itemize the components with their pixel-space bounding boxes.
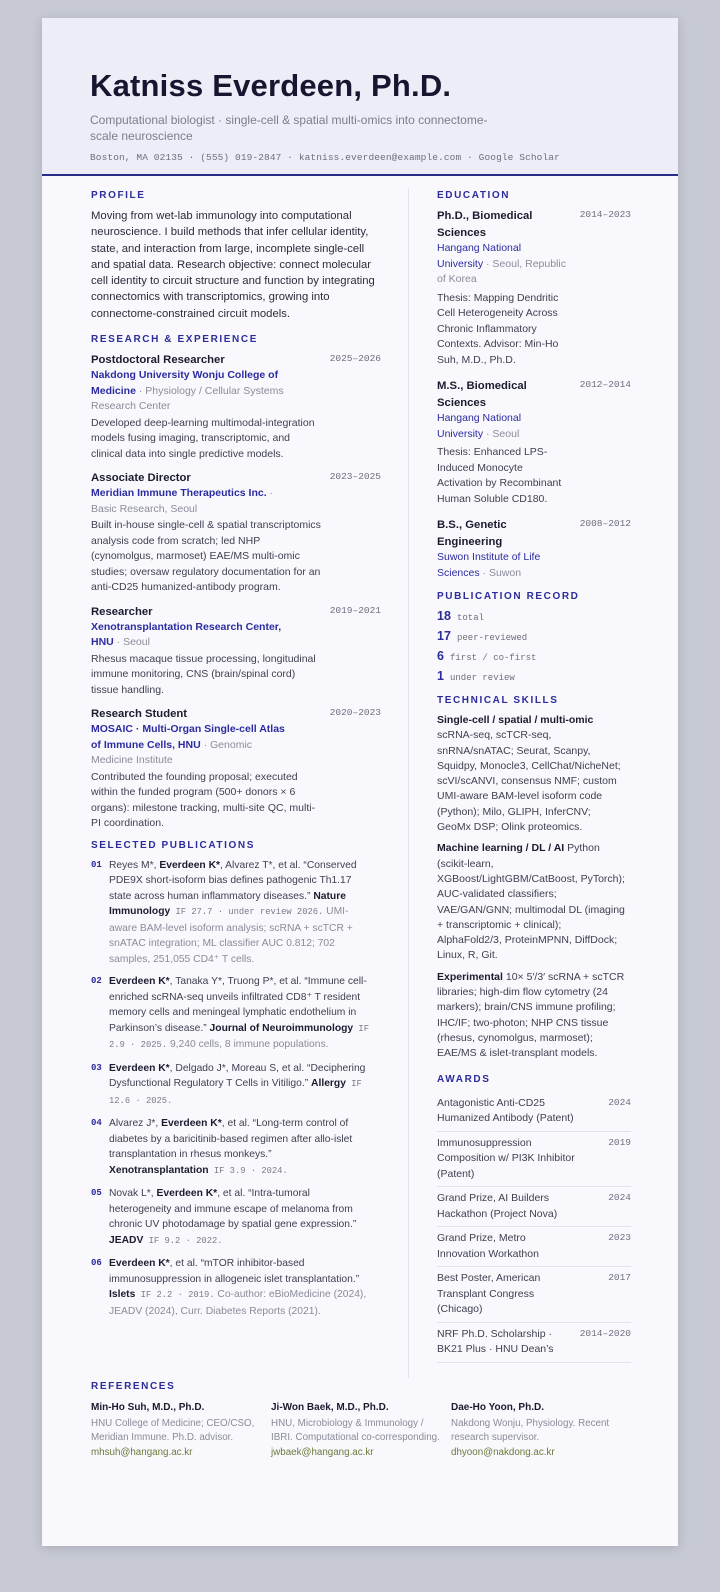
award-name: NRF Ph.D. Scholarship · BK21 Plus · HNU Dean’s	[437, 1327, 554, 1356]
publication-item	[91, 1186, 381, 1249]
job-years: 2023–2025	[329, 471, 381, 483]
publication-journal: Allergy	[311, 1078, 346, 1090]
publication-number: 02	[91, 976, 102, 987]
publication-meta: IF 27.7 · under review 2026.	[170, 907, 324, 918]
publication-item	[91, 1116, 381, 1179]
publication-meta: IF 2.9 · 2025.	[109, 1023, 369, 1051]
job-title: Researcher	[91, 605, 153, 618]
resume-page	[42, 18, 678, 1546]
skill-text: 10× 5′/3′ scRNA + scTCR libraries; high-dim flow cytometry (24 markers); brain/CNS immune profiling; IHC/IF; two-photon; NHP CNS tissue (rhesus, cynomolgus, marmoset); EAE/MS & islet-transplant models.	[437, 970, 625, 1060]
education-list	[437, 208, 631, 581]
publication-citation	[109, 858, 371, 968]
publication-number: 06	[91, 1258, 102, 1269]
tagline: Computational biologist · single-cell & spatial multi-omics into connectome-scale neuroscience	[90, 113, 488, 143]
school-name: Hangang National University	[437, 412, 522, 440]
section-title-publication-record: PUBLICATION RECORD	[437, 591, 580, 602]
reference-email[interactable]: dhyoon@nakdong.ac.kr	[451, 1446, 555, 1458]
award-year: 2023	[608, 1232, 631, 1244]
publication-stat	[437, 649, 631, 663]
job-title: Research Student	[91, 708, 188, 721]
stat-number: 6	[437, 649, 444, 663]
reference-email[interactable]: jwbaek@hangang.ac.kr	[271, 1446, 374, 1458]
publication-authors-title: , et al. “mTOR inhibitor-based immunosuppression in allogeneic islet transplantation.”	[109, 1258, 360, 1285]
education-years: 2008–2012	[579, 518, 631, 529]
organization-name: Meridian Immune Therapeutics Inc.	[91, 487, 267, 500]
section-title-references: REFERENCES	[91, 1381, 176, 1392]
publication-note: 9,240 cells, 8 immune populations.	[167, 1039, 329, 1051]
resume-header	[42, 18, 678, 176]
publication-journal: Nature Immunology	[109, 890, 346, 918]
publication-author-self: Everdeen K*	[109, 976, 170, 988]
job-description: Built in-house single-cell & spatial transcriptomics analysis code from scratch; led NHP (cynomolgus, marmoset) EAE/MS multi-omic studies; oversaw regulatory documentation for an anti-CD25 humanized-antibody program.	[91, 519, 321, 594]
section-title-profile: PROFILE	[91, 190, 146, 201]
publication-list	[91, 858, 381, 1320]
school	[437, 550, 567, 581]
education-entry	[437, 378, 631, 507]
stat-label: first / co-first	[450, 653, 537, 663]
reference-name: Ji-Won Baek, M.D., Ph.D.	[271, 1402, 389, 1413]
education-years: 2014–2023	[579, 209, 631, 220]
reference-affiliation: HNU College of Medicine; CEO/CSO, Meridian Immune. Ph.D. advisor.	[91, 1418, 255, 1444]
award-year: 2019	[608, 1136, 631, 1148]
experience-entry	[91, 470, 381, 596]
publication-authors-before: Reyes M*,	[109, 859, 160, 871]
publication-item	[91, 1256, 381, 1319]
publication-authors-before: Novak L*,	[109, 1188, 157, 1200]
publication-stat	[437, 629, 631, 643]
publication-note: UMI-aware BAM-level isoform analysis; scRNA + scTCR + snATAC integration; ML classifier AUC 0.812; 702 samples, 251,055 CD4⁺ T cells.	[109, 906, 353, 965]
section-title-education: EDUCATION	[437, 190, 511, 201]
skill-heading: Experimental	[437, 970, 503, 983]
references-section	[91, 1381, 631, 1460]
school-location: · Suwon	[479, 566, 522, 579]
degree: Ph.D., Biomedical Sciences	[437, 210, 533, 239]
publication-authors-title: , Delgado J*, Moreau S, et al. “Deciphering Dysfunctional Regulatory T Cells in Vitiligo.”	[109, 1062, 366, 1090]
job-title: Associate Director	[91, 472, 191, 485]
publication-journal: Islets	[109, 1289, 136, 1301]
organization-detail: · Physiology / Cellular Systems Research Center	[91, 384, 284, 413]
profile-text: Moving from wet-lab immunology into computational neuroscience. I build methods that infer cellular identity, state, and interaction from large, incomplete single-cell and spatial data. Research objective: connect molecular cell identity to circuit structure and function by integrating connectomics with transcriptomics, growing into connectome-constrained circuit models.	[91, 210, 375, 320]
publication-journal: JEADV	[109, 1234, 144, 1246]
section-title-publications: SELECTED PUBLICATIONS	[91, 839, 255, 851]
candidate-name: Katniss Everdeen, Ph.D.	[90, 68, 452, 103]
job-organization	[91, 486, 291, 517]
publication-meta: IF 9.2 · 2022.	[143, 1235, 223, 1246]
publication-journal: Journal of Neuroimmunology	[209, 1022, 354, 1034]
reference-name: Min-Ho Suh, M.D., Ph.D.	[91, 1402, 205, 1413]
reference-affiliation: HNU, Microbiology & Immunology / IBRI. Computational co-corresponding.	[271, 1418, 440, 1444]
reference	[451, 1401, 631, 1460]
award-name: Grand Prize, AI Builders Hackathon (Project Nova)	[437, 1192, 558, 1220]
award-name: Antagonistic Anti-CD25 Humanized Antibody (Patent)	[437, 1096, 574, 1125]
right-column	[437, 190, 631, 1363]
skill-group	[437, 970, 625, 1062]
publication-author-self: Everdeen K*	[109, 1258, 170, 1270]
stat-label: total	[457, 613, 485, 623]
degree: M.S., Biomedical Sciences	[437, 380, 527, 409]
skills-list	[437, 713, 631, 1062]
stat-label: peer-reviewed	[457, 633, 528, 643]
publication-authors-title: , et al. “Intra-tumoral heterogeneity and immune escape of melanoma from chronic UV photodamage by spatial gene expression.”	[109, 1188, 357, 1231]
award-name: Best Poster, American Transplant Congress (Chicago)	[437, 1272, 541, 1316]
publication-item	[91, 1061, 381, 1110]
skill-heading: Machine learning / DL / AI	[437, 842, 565, 855]
organization-detail: · Seoul	[113, 636, 150, 649]
organization-detail: · Basic Research, Seoul	[91, 487, 274, 515]
publication-meta: IF 3.9 · 2024.	[208, 1165, 288, 1176]
job-organization	[91, 368, 291, 415]
job-years: 2025–2026	[329, 353, 381, 365]
reference	[271, 1401, 451, 1460]
job-years: 2020–2023	[329, 707, 381, 719]
award-item	[437, 1132, 631, 1188]
thesis: Thesis: Enhanced LPS-Induced Monocyte Activation by Recombinant Human Soluble CD180.	[437, 446, 562, 505]
publication-citation	[109, 1061, 371, 1110]
section-title-experience: RESEARCH & EXPERIENCE	[91, 334, 258, 346]
job-description: Contributed the founding proposal; executed within the funded program (500+ donors × 6 organs): milestone tracking, multi-site QC, multi-PI coordination.	[91, 770, 316, 830]
publication-number: 05	[91, 1188, 102, 1199]
experience-entry	[91, 352, 381, 462]
column-divider	[408, 188, 409, 1378]
publication-citation	[109, 1256, 371, 1319]
awards-list	[437, 1092, 631, 1363]
publication-citation	[109, 1186, 371, 1249]
skill-text: scRNA-seq, scTCR-seq, snRNA/snATAC; Seurat, Scanpy, Squidpy, Monocle3, CellChat/NicheNet; scVI/scANVI, consensus NMF; custom UMI-aware BAM-level isoform code (Python); Milo, GLIPH, InferCNV; GeoMx DSP; Olink proteomics.	[437, 729, 621, 834]
publication-authors-title: , et al. “Long-term control of diabetes by a baricitinib-based regimen after allo-islet transplantation in rhesus monkeys.”	[109, 1118, 353, 1161]
reference-name: Dae-Ho Yoon, Ph.D.	[451, 1402, 544, 1413]
publication-author-self: Everdeen K*	[159, 859, 221, 871]
education-entry	[437, 208, 631, 368]
organization-name: Xenotransplantation Research Center, HNU	[91, 620, 282, 649]
publication-authors-title: , Alvarez T*, et al. “Conserved PDE9X short-isoform bias defines pathogenic Th1.17 state across human inflammatory diseases.”	[109, 859, 357, 902]
stat-number: 1	[437, 669, 444, 683]
award-year: 2017	[608, 1272, 631, 1284]
publication-citation	[109, 1116, 371, 1179]
job-organization	[91, 620, 291, 651]
publication-note: Co-author: eBioMedicine (2024), JEADV (2024), Curr. Diabetes Reports (2021).	[109, 1289, 367, 1317]
school	[437, 241, 567, 288]
left-column	[91, 190, 381, 1326]
publication-stat	[437, 669, 631, 683]
skill-group	[437, 841, 625, 963]
publication-stats	[437, 609, 631, 683]
skill-heading: Single-cell / spatial / multi-omic	[437, 714, 594, 726]
publication-author-self: Everdeen K*	[156, 1188, 218, 1200]
award-item	[437, 1227, 631, 1267]
publication-stat	[437, 609, 631, 623]
reference-affiliation: Nakdong Wonju, Physiology. Recent research supervisor.	[451, 1418, 610, 1444]
publication-journal: Xenotransplantation	[109, 1164, 209, 1176]
stat-label: under review	[450, 673, 515, 683]
award-name: Grand Prize, Metro Innovation Workathon	[437, 1232, 539, 1260]
section-title-awards: AWARDS	[437, 1073, 491, 1085]
experience-list	[91, 352, 381, 832]
job-description: Developed deep-learning multimodal-integration models fusing imaging, transcriptomic, and clinical data into single predictive models.	[91, 416, 315, 460]
stat-number: 17	[437, 629, 451, 643]
publication-number: 04	[91, 1118, 102, 1129]
publication-meta: IF 12.6 · 2025.	[109, 1079, 362, 1106]
degree: B.S., Genetic Engineering	[437, 519, 507, 548]
reference-email[interactable]: mhsuh@hangang.ac.kr	[91, 1446, 193, 1458]
award-name: Immunosuppression Composition w/ PI3K Inhibitor (Patent)	[437, 1136, 575, 1180]
publication-author-self: Everdeen K*	[161, 1118, 222, 1130]
reference	[91, 1401, 271, 1460]
organization-name: MOSAIC · Multi-Organ Single-cell Atlas of Immune Cells, HNU	[91, 723, 285, 751]
school-name: Hangang National University	[437, 242, 522, 270]
experience-entry	[91, 706, 381, 832]
section-title-skills: TECHNICAL SKILLS	[437, 695, 559, 706]
publication-number: 03	[91, 1062, 102, 1073]
award-item	[437, 1092, 631, 1132]
publication-citation	[109, 974, 371, 1054]
school-location: · Seoul	[483, 427, 520, 440]
school-location: · Seoul, Republic of Korea	[437, 257, 566, 285]
award-item	[437, 1267, 631, 1323]
award-year: 2014–2020	[579, 1327, 631, 1339]
award-item	[437, 1323, 631, 1363]
publication-number: 01	[91, 859, 102, 870]
organization-detail: · Genomic Medicine Institute	[91, 738, 253, 767]
thesis: Thesis: Mapping Dendritic Cell Heterogeneity Across Chronic Inflammatory Contexts. Advisor: Min-Ho Suh, M.D., Ph.D.	[437, 291, 559, 366]
education-entry	[437, 517, 631, 581]
school	[437, 411, 567, 442]
organization-name: Nakdong University Wonju College of Medicine	[91, 369, 279, 397]
publication-author-self: Everdeen K*	[109, 1062, 170, 1074]
skill-text: Python (scikit-learn, XGBoost/LightGBM/CatBoost, PyTorch); AUC-validated classifiers; VAE/GAN/GNN; multimodal DL (imaging + transcriptomic + clinical); AlphaFold2/3, ProteinMPNN, DiffDock; Linux, R, Git.	[437, 842, 625, 962]
publication-item	[91, 974, 381, 1054]
school-name: Suwon Institute of Life Sciences	[437, 551, 541, 579]
stat-number: 18	[437, 609, 451, 623]
contact-line: Boston, MA 02135 · (555) 019-2847 · katniss.everdeen@example.com · Google Scholar	[90, 152, 560, 163]
publication-authors-before: Alvarez J*,	[109, 1118, 162, 1130]
references-list	[91, 1401, 631, 1460]
award-item	[437, 1187, 631, 1227]
job-title: Postdoctoral Researcher	[91, 354, 225, 367]
job-organization	[91, 722, 291, 769]
award-year: 2024	[608, 1192, 631, 1204]
publication-meta: IF 2.2 · 2019.	[135, 1290, 215, 1301]
job-years: 2019–2021	[329, 604, 381, 616]
experience-entry	[91, 604, 381, 699]
award-year: 2024	[608, 1096, 631, 1108]
skill-group	[437, 713, 625, 835]
education-years: 2012–2014	[579, 379, 631, 390]
publication-item	[91, 858, 381, 968]
job-description: Rhesus macaque tissue processing, longitudinal immune monitoring, CNS (brain/spinal cord) tissue handling.	[91, 652, 316, 696]
publication-authors-title: , Tanaka Y*, Truong P*, et al. “Immune cell-enriched scRNA-seq unveils infiltrated CD8⁺ T resident memory cells and meningeal lymphatic endothelium in Parkinson’s disease.”	[109, 976, 367, 1034]
